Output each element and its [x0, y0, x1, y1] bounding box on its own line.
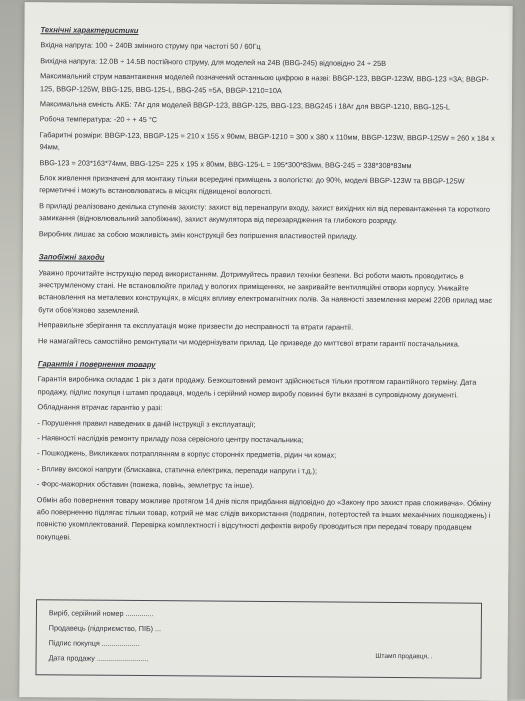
warranty-line: Обладнання втрачає гарантію у разі:	[37, 402, 163, 413]
section-title-precautions: Запобіжні заходи	[38, 252, 105, 262]
seller-field[interactable]: Продавець (підприємство, ПІБ) ...	[48, 623, 162, 634]
spec-line: Максимальна ємність АКБ: 7Аг для моделей BBGP-123, BBGP-125, BBG-123, BBG245 і 18Аг для BBGP-1210, BBG-125-L	[39, 99, 450, 112]
spec-line: В приладі реалізовано декілька ступенів захисту: захист від перенапруги входу, захист вихідних кіл від перевантаження та короткого замикання (відновлювальний запобіжник), захист акумулятора від перезарядження та глибокого розряду.	[39, 201, 491, 226]
precaution-line: Не намагайтесь самостійно ремонтувати чи модернізувати прилад. Це призведе до миттєвої втрати гарантії постачальника.	[38, 335, 460, 349]
precaution-line: Уважно прочитайте інструкцію перед використанням. Дотримуйтесь правил техніки безпеки. Всі роботи мають проводитись в знеструмленому стані. Не встановлюйте прилад у вологих приміщеннях, не закривайте вентиляційні отвори корпусу. Уникайте встановлення на металевих конструкціях, в місцях впливу електромагнітних полів. За наявності заземлення мережі 220В прилад має бути обов'язково заземлений.	[38, 267, 493, 315]
spec-line: Робоча температура: -20 ÷ + 45 °С	[39, 114, 158, 125]
section-title-warranty: Гарантія і повернення товару	[37, 359, 156, 370]
seller-stamp-label: Штамп продавця, .	[375, 652, 433, 661]
warranty-line: - Порушення правил наведених в даній інструкції з експлуатації;	[37, 417, 256, 429]
spec-line: Габаритні розміри: BBGP-123, BBGP-125 = 210 x 155 x 90мм, BBGP-1210 = 300 x 380 x 110мм, BBGP-123W, BBGP-125W = 260 x 184 x 94мм,	[39, 130, 495, 152]
precaution-line: Неправильне зберігання та експлуатація може призвести до несправності та втрати гарантії.	[38, 320, 354, 332]
spec-line: Блок живлення призначені для монтажу тільки всередині приміщень з вологістю: до 90%, моделі BBGP-123W та BBGP-125W герметичні і можуть встановлюватись в місцях підвищеної вологості.	[39, 173, 465, 197]
sheet-content	[36, 24, 500, 550]
warranty-line: Обмін або повернення товару можливе протягом 14 днів після придбання відповідно до «Закону про захист прав споживача». Обміну або поверненню підлягає тільки товар, котрий не має слідів використання (подряпин, потертостей та інших механічних пошкоджень) і повністю укомплектований. Перевірка комплектності і відсутності дефектів виробу проводиться при передачі товару продавцем покупцеві.	[36, 494, 492, 542]
warranty-line: - Форс-мажорних обставин (пожежа, повінь, землетрус та інше).	[36, 479, 255, 491]
sale-date-field[interactable]: Дата продажу ..........................	[48, 653, 149, 664]
product-serial-field[interactable]: Виріб, серійний номер ..............	[48, 608, 154, 619]
warranty-line: - Впливу високої напруги (блискавка, статична електрика, перепади напруги і т.д.);	[37, 463, 318, 476]
spec-line: Вихідна напруга: 12.0В ÷ 14.5В постійного струму, для моделей на 24В (BBG-245) відповідно 24 ÷ 25В	[40, 56, 387, 68]
warranty-line: - Пошкоджень, Викликаних потраплянням в корпус сторонніх предметів, рідин чи комах;	[37, 448, 337, 460]
spec-line: Виробник лишає за собою можливість змін конструкції без погіршення властивостей приладу.	[38, 228, 358, 241]
warranty-line: - Наявності наслідків ремонту приладу поза сервісного центру постачальника;	[37, 433, 304, 445]
spec-line: BBG-123 = 203*163*74мм, BBG-125= 225 x 195 x 80мм, BBG-125-L = 195*300*83мм, BBG-245 = 338*308*83мм	[39, 157, 412, 170]
instruction-sheet	[19, 2, 512, 701]
buyer-signature-field[interactable]: Підпис покупця ...................	[48, 638, 140, 649]
page-edge-shadow	[507, 0, 525, 699]
spec-line: Максимальний струм навантаження моделей позначений останньою цифрою в назві: BBGP-123, BBGP-123W, BBG-123 =3А; BBGP-125, BBGP-125W, BBG-125, BBG-125-L, BBG-245 =5А, BBGP-1210=10А	[40, 71, 489, 95]
section-title-specs: Технічні характеристики	[40, 25, 139, 35]
warranty-fill-form	[35, 599, 482, 679]
warranty-line: Гарантія виробника складає 1 рік з дати продажу. Безкоштовний ремонт здійснюється тільки протягом гарантійного терміну. Дата продажу, підпис покупця і штамп продавця, модель і серійний номер виробу повинні бути вказані в супровідному документі.	[37, 374, 477, 400]
spec-line: Вхідна напруга: 100 ÷ 240В змінного струму при частоті 50 / 60Гц	[40, 40, 261, 52]
